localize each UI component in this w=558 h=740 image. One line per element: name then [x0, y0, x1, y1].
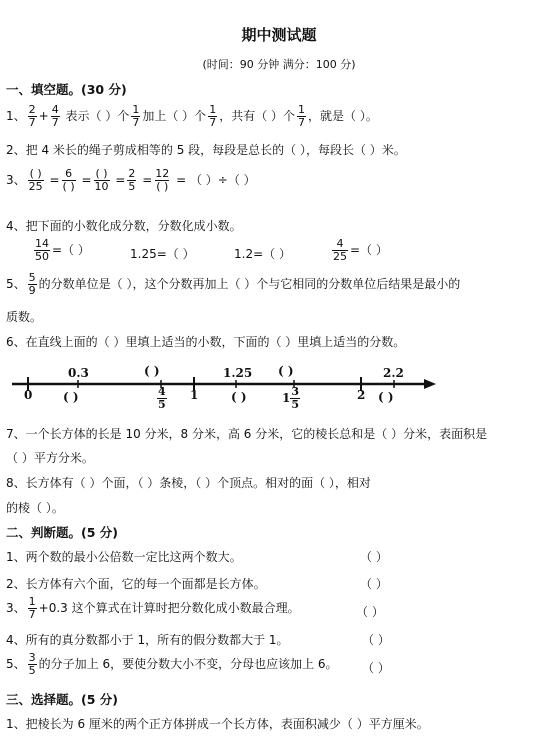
fraction-14-50: $\frac{14}{50}$	[35, 237, 49, 263]
judge-1: 1、两个数的最小公倍数一定比这两个数大。	[6, 550, 242, 564]
question-4: 4、把下面的小数化成分数，分数化成小数。	[6, 219, 242, 233]
tick-label-2: 2	[357, 388, 366, 402]
question-3	[6, 168, 256, 193]
judge-4-blank: （ ）	[362, 633, 390, 647]
label-top-blank-2: ( )	[278, 364, 294, 378]
page-title: 期中测试题	[241, 26, 317, 44]
q5-line-2: 质数。	[6, 310, 43, 324]
q1-text-4: ，就是（ ）。	[308, 109, 378, 123]
q8-line-2: 的棱（ ）。	[6, 501, 64, 515]
judge-5	[6, 652, 338, 677]
fraction-3-5: $\frac{3}{5}$	[28, 651, 36, 677]
equals-sign: =	[49, 173, 60, 187]
question-7: 7、一个长方体的长是 10 分米，8 分米，高 6 分米，它的棱长总和是（ ）分米，表面积是	[6, 427, 488, 441]
section-judge: 二、判断题。(5 分)	[6, 525, 118, 540]
q5-text: 的分数单位是（ ），这个分数再加上（ ）个与它相同的分数单位后结果是最小的	[38, 277, 461, 291]
choice-1: 1、把棱长为 6 厘米的两个正方体拼成一个长方体，表面积减少（ ）平方厘米。	[6, 717, 429, 731]
question-2: 2、把 4 米长的绳子剪成相等的 5 段，每段是总长的（ ），每段长（ ）米。	[6, 143, 406, 157]
fraction-4-5: $\frac{4}{5}$	[158, 385, 166, 411]
question-1	[6, 104, 378, 129]
fraction-1-7-c: $\frac{1}{7}$	[298, 103, 306, 129]
fraction-4-7: $\frac{4}{7}$	[51, 103, 59, 129]
fraction-1-7-b: $\frac{1}{7}$	[209, 103, 217, 129]
fraction-1-7-j3: $\frac{1}{7}$	[28, 595, 36, 621]
section-choice: 三、选择题。(5 分)	[6, 692, 118, 707]
q4-item-a	[32, 238, 90, 263]
q1-number: 1、	[6, 109, 26, 123]
label-0-3: 0.3	[68, 366, 89, 380]
fraction-2-7: $\frac{2}{7}$	[28, 103, 36, 129]
j3-number: 3、	[6, 601, 26, 615]
judge-5-blank: （ ）	[362, 661, 390, 675]
q4-blank-a: =（ ）	[52, 243, 90, 257]
label-2-2: 2.2	[383, 366, 404, 380]
q7-line-2: （ ）平方分米。	[6, 451, 94, 465]
plus-sign: +	[38, 109, 49, 123]
label-bottom-blank-3: ( )	[378, 390, 394, 404]
q1-text-2: 加上（ ）个	[142, 109, 207, 123]
q4-item-c: 1.2=（ ）	[234, 247, 291, 261]
tick-label-0: 0	[24, 388, 33, 402]
fraction-6-blank: $\frac{6}{( )}$	[62, 167, 75, 193]
judge-4: 4、所有的真分数都小于 1，所有的假分数都大于 1。	[6, 633, 289, 647]
label-bottom-blank-1: ( )	[63, 390, 79, 404]
j3-text: +0.3 这个算式在计算时把分数化成小数最合理。	[38, 601, 300, 615]
q5-number: 5、	[6, 277, 26, 291]
q3-division-blank: = （ ）÷（ ）	[176, 173, 256, 187]
page-subtitle: (时间：90 分钟 满分：100 分)	[202, 58, 356, 71]
fraction-12-blank: $\frac{12}{( )}$	[155, 167, 170, 193]
equals-sign: =	[142, 173, 153, 187]
judge-3	[6, 596, 300, 621]
j5-number: 5、	[6, 657, 26, 671]
q1-text-3: ，共有（ ）个	[219, 109, 296, 123]
q4-blank-d: =（ ）	[350, 243, 388, 257]
question-8: 8、长方体有（ ）个面，（ ）条棱，（ ）个顶点。相对的面（ ），相对	[6, 476, 371, 490]
equals-sign: =	[115, 173, 126, 187]
fraction-2-5: $\frac{2}{5}$	[128, 167, 136, 193]
label-bottom-blank-2: ( )	[231, 390, 247, 404]
fraction-1-7-a: $\frac{1}{7}$	[132, 103, 140, 129]
q4-item-b: 1.25=（ ）	[130, 247, 195, 261]
label-1-25: 1.25	[223, 366, 253, 380]
fraction-5-9: $\frac{5}{9}$	[28, 271, 36, 297]
fraction-4-25: $\frac{4}{25}$	[333, 237, 347, 263]
judge-1-blank: （ ）	[360, 550, 388, 564]
judge-2-blank: （ ）	[360, 577, 388, 591]
judge-3-blank: （ ）	[356, 605, 384, 619]
q3-number: 3、	[6, 173, 26, 187]
fraction-blank-25: $\frac{( )}{25}$	[28, 167, 43, 193]
tick-label-1: 1	[190, 388, 199, 402]
judge-2: 2、长方体有六个面，它的每一个面都是长方体。	[6, 577, 266, 591]
mixed-fraction-1-3-5: 1 $\frac{3}{5}$	[282, 385, 300, 411]
q4-item-d	[330, 238, 388, 263]
j5-text: 的分子加上 6，要使分数大小不变，分母也应该加上 6。	[38, 657, 338, 671]
equals-sign: =	[81, 173, 92, 187]
label-top-blank-1: ( )	[144, 364, 160, 378]
question-6: 6、在直线上面的（ ）里填上适当的小数，下面的（ ）里填上适当的分数。	[6, 335, 406, 349]
arrow-right-icon	[424, 379, 436, 389]
fraction-blank-10: $\frac{( )}{10}$	[94, 167, 109, 193]
q1-text-1: 表示（ ）个	[65, 109, 130, 123]
section-fill-blank: 一、填空题。(30 分)	[6, 82, 127, 97]
question-5	[6, 272, 460, 297]
